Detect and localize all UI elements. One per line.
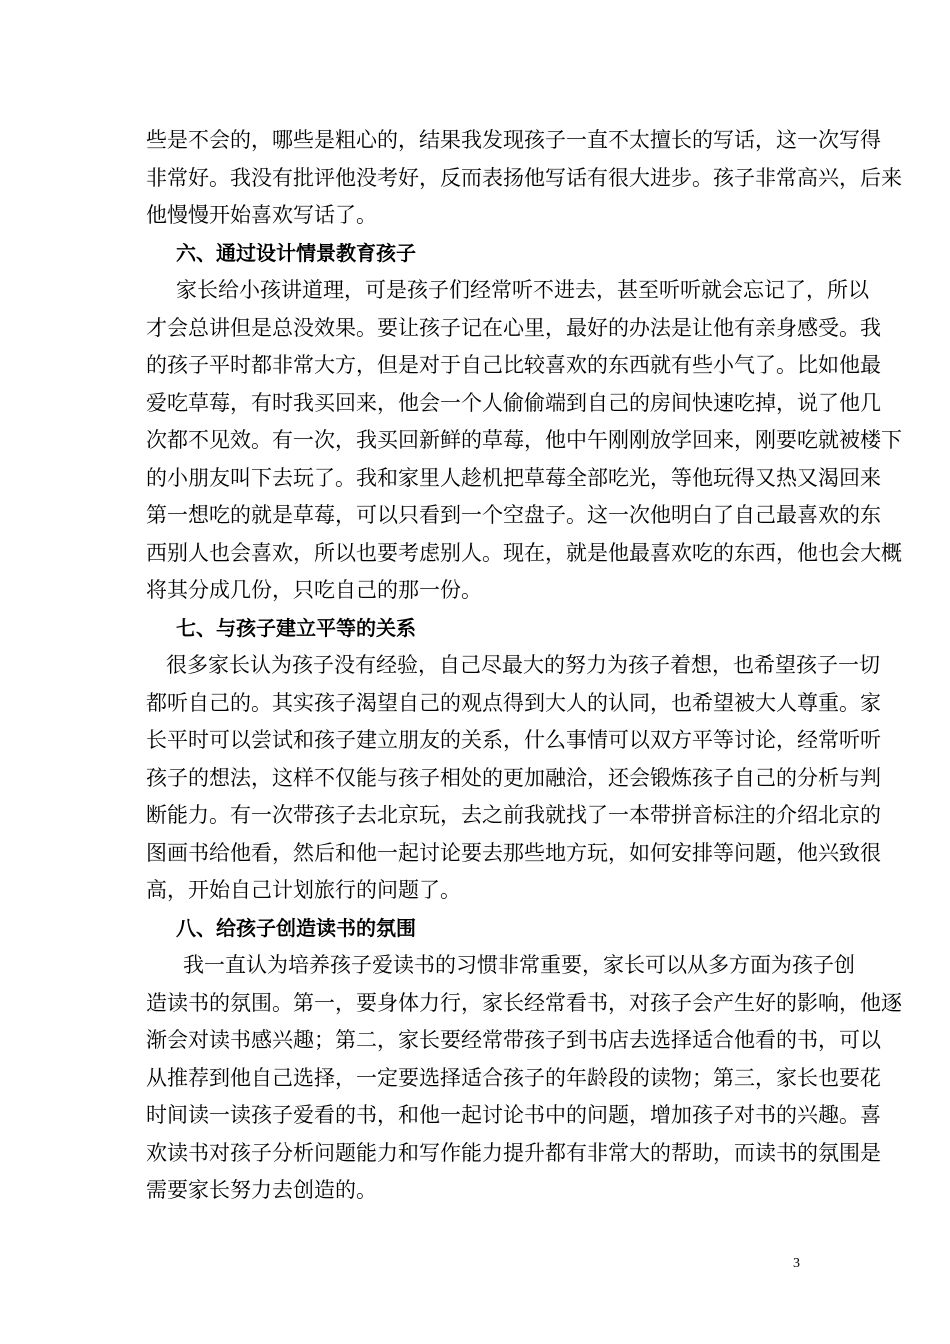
section-heading-7: 七、与孩子建立平等的关系 xyxy=(176,615,416,640)
paragraph-line: 爱吃草莓，有时我买回来，他会一个人偷偷端到自己的房间快速吃掉，说了他几 xyxy=(146,390,881,415)
paragraph-line: 渐会对读书感兴趣；第二，家长要经常带孩子到书店去选择适合他看的书，可以 xyxy=(146,1028,881,1052)
paragraph-line: 次都不见效。有一次，我买回新鲜的草莓，他中午刚刚放学回来，刚要吃就被楼下 xyxy=(146,428,902,452)
section-heading-6: 六、通过设计情景教育孩子 xyxy=(176,240,416,265)
paragraph-line: 需要家长努力去创造的。 xyxy=(146,1178,377,1202)
paragraph-line: 断能力。有一次带孩子去北京玩，去之前我就找了一本带拼音标注的介绍北京的 xyxy=(146,803,881,827)
paragraph-line: 造读书的氛围。第一，要身体力行，家长经常看书，对孩子会产生好的影响，他逐 xyxy=(146,990,902,1015)
paragraph-line: 从推荐到他自己选择，一定要选择适合孩子的年龄段的读物；第三，家长也要花 xyxy=(146,1065,881,1090)
paragraph-line: 些是不会的，哪些是粗心的，结果我发现孩子一直不太擅长的写话，这一次写得 xyxy=(146,128,881,152)
paragraph-line: 都听自己的。其实孩子渴望自己的观点得到大人的认同，也希望被大人尊重。家 xyxy=(146,690,881,715)
paragraph-line: 高，开始自己计划旅行的问题了。 xyxy=(146,878,461,902)
paragraph-line: 时间读一读孩子爱看的书，和他一起讨论书中的问题，增加孩子对书的兴趣。喜 xyxy=(146,1103,881,1127)
paragraph-line: 西别人也会喜欢，所以也要考虑别人。现在，就是他最喜欢吃的东西，他也会大概 xyxy=(146,540,902,565)
paragraph-line: 欢读书对孩子分析问题能力和写作能力提升都有非常大的帮助，而读书的氛围是 xyxy=(146,1140,881,1165)
paragraph-line: 长平时可以尝试和孩子建立朋友的关系，什么事情可以双方平等讨论，经常听听 xyxy=(146,728,881,752)
paragraph-line: 家长给小孩讲道理，可是孩子们经常听不进去，甚至听听就会忘记了，所以 xyxy=(176,278,869,302)
page-number: 3 xyxy=(793,1256,800,1271)
paragraph-line: 我一直认为培养孩子爱读书的习惯非常重要，家长可以从多方面为孩子创 xyxy=(183,953,855,977)
paragraph-line: 的小朋友叫下去玩了。我和家里人趁机把草莓全部吃光，等他玩得又热又渴回来 xyxy=(146,465,881,490)
document-body xyxy=(146,122,902,1210)
paragraph-line: 很多家长认为孩子没有经验，自己尽最大的努力为孩子着想，也希望孩子一切 xyxy=(166,653,880,677)
paragraph-line: 才会总讲但是总没效果。要让孩子记在心里，最好的办法是让他有亲身感受。我 xyxy=(146,315,881,340)
section-heading-8: 八、给孩子创造读书的氛围 xyxy=(176,915,416,940)
paragraph-line: 第一想吃的就是草莓，可以只看到一个空盘子。这一次他明白了自己最喜欢的东 xyxy=(146,503,881,527)
paragraph-line: 图画书给他看，然后和他一起讨论要去那些地方玩，如何安排等问题，他兴致很 xyxy=(146,840,881,865)
paragraph-line: 将其分成几份，只吃自己的那一份。 xyxy=(146,578,482,602)
paragraph-line: 非常好。我没有批评他没考好，反而表扬他写话有很大进步。孩子非常高兴，后来 xyxy=(146,165,902,190)
paragraph-line: 孩子的想法，这样不仅能与孩子相处的更加融洽，还会锻炼孩子自己的分析与判 xyxy=(146,765,881,790)
paragraph-line: 他慢慢开始喜欢写话了。 xyxy=(146,203,377,227)
paragraph-line: 的孩子平时都非常大方，但是对于自己比较喜欢的东西就有些小气了。比如他最 xyxy=(146,353,881,377)
